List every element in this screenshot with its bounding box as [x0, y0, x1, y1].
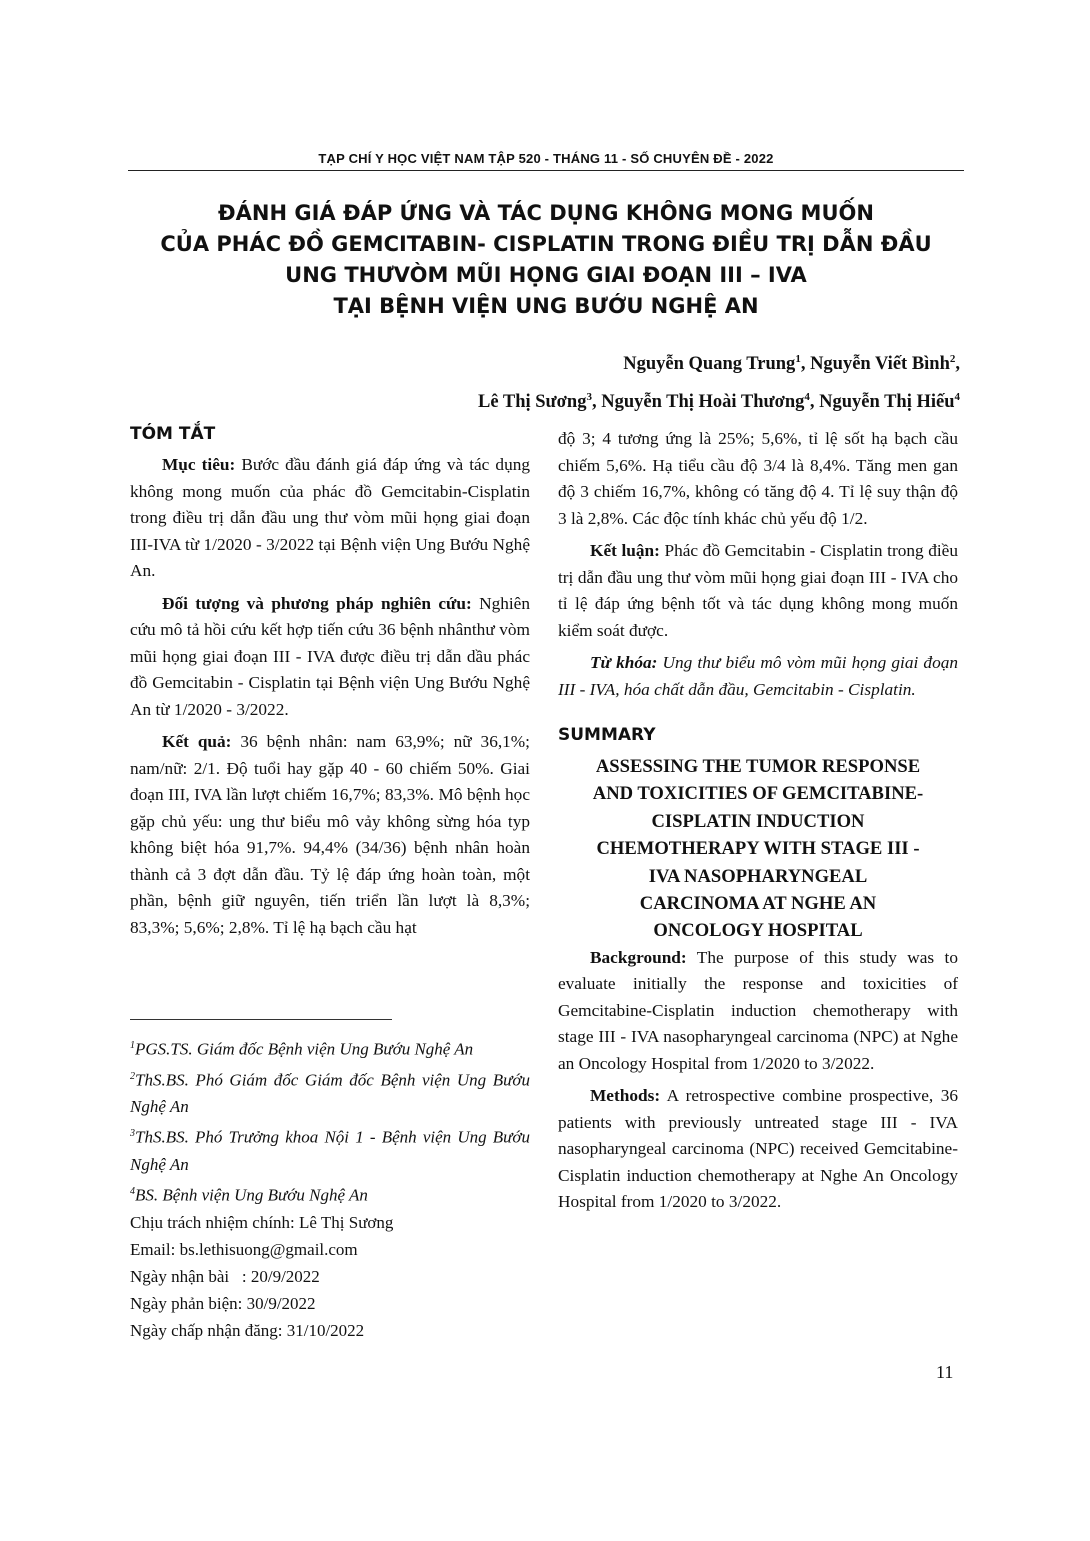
summary-title: [558, 753, 958, 945]
title-line: ĐÁNH GIÁ ĐÁP ỨNG VÀ TÁC DỤNG KHÔNG MONG MUỐN: [218, 201, 874, 225]
conclusion-paragraph: [558, 538, 958, 644]
footnote-text: ThS.BS. Phó Trưởng khoa Nội 1 - Bệnh viện Ung Bướu Nghệ An: [130, 1127, 530, 1174]
summary-title-line: IVA NASOPHARYNGEAL: [648, 865, 868, 887]
footnote-text: BS. Bệnh viện Ung Bướu Nghệ An: [135, 1185, 368, 1205]
affiliation-sup: 2: [949, 353, 956, 365]
footnote-divider: [130, 1019, 392, 1020]
title-line: CỦA PHÁC ĐỒ GEMCITABIN- CISPLATIN TRONG ĐIỀU TRỊ DẪN ĐẦU: [160, 232, 932, 256]
methods-en-label: Methods:: [590, 1086, 661, 1106]
summary-title-line: CARCINOMA AT NGHE AN: [639, 893, 877, 915]
results-paragraph: [130, 729, 530, 941]
objective-label: Mục tiêu:: [162, 455, 236, 474]
author-name: Nguyễn Quang Trung: [623, 354, 796, 375]
footnote-4: [130, 1178, 530, 1209]
footnote-sup: 4: [130, 1185, 135, 1197]
background-text: The purpose of this study was to evaluate initially the response and toxicities of Gemcitabine-Cisplatin induction chemotherapy with stage III - IVA nasopharyngeal carcinoma (NPC) at Nghe an Oncology Hospital from 1/2020 to 3/2022.: [558, 947, 958, 1073]
date-reviewed: Ngày phản biện: 30/9/2022: [130, 1293, 316, 1313]
keywords-paragraph: [558, 650, 958, 703]
footnote-sup: 2: [130, 1070, 135, 1082]
author-sep: ,: [591, 392, 602, 413]
footnote-1: [130, 1032, 530, 1063]
footnote-sup: 3: [130, 1128, 135, 1140]
results-label: Kết quả:: [162, 732, 232, 751]
left-column: [130, 422, 530, 947]
author-sep: ,: [800, 354, 811, 375]
methods-text: Nghiên cứu mô tả hồi cứu kết hợp tiến cứu 36 bệnh nhânthư vòm mũi họng giai đoạn III - IVA được điều trị dẫn dầu phác đồ Gemcitabin - Cisplatin tại Bệnh viện Ung Bướu Nghệ An từ 1/2020 - 3/2022.: [130, 593, 530, 719]
title-line: TẠI BỆNH VIỆN UNG BƯỚU NGHỆ AN: [333, 294, 759, 318]
spacer: [558, 709, 958, 723]
methods-en-paragraph: [558, 1083, 958, 1216]
article-title: [128, 198, 964, 322]
author-name: Nguyễn Thị Hoài Thương: [601, 392, 805, 413]
author-list: [120, 343, 960, 419]
affiliation-sup: 4: [954, 391, 960, 404]
summary-title-line: CHEMOTHERAPY WITH STAGE III -: [596, 838, 920, 860]
methods-en-text: A retrospective combine prospective, 36 patients with previously untreated stage III - IVA nasopharyngeal carcinoma (NPC) received Gemcitabine-Cisplatin induction chemotherapy at Nghe An Oncology Hospital from 1/2020 to 3/2022.: [558, 1086, 958, 1212]
page-number: 11: [936, 1362, 954, 1382]
conclusion-label: Kết luận:: [590, 541, 660, 560]
email: Email: bs.lethisuong@gmail.com: [130, 1239, 358, 1259]
author-name: Nguyễn Thị Hiếu: [819, 392, 955, 413]
background-label: Background:: [590, 947, 687, 967]
summary-heading: SUMMARY: [558, 725, 656, 745]
methods-paragraph: [130, 591, 530, 724]
right-column: [558, 426, 958, 1222]
summary-title-line: ASSESSING THE TUMOR RESPONSE: [595, 756, 921, 777]
footnote-text: PGS.TS. Giám đốc Bệnh viện Ung Bướu Nghệ An: [135, 1039, 474, 1059]
footnote-sup: 1: [130, 1040, 135, 1051]
footnote-text: ThS.BS. Phó Giám đốc Giám đốc Bệnh viện Ung Bướu Nghệ An: [130, 1070, 530, 1117]
footnote-2: [130, 1063, 530, 1121]
author-sep: ,: [955, 354, 960, 375]
author-line: [120, 381, 960, 419]
objective-paragraph: [130, 452, 530, 585]
conclusion-text: Phác đồ Gemcitabin - Cisplatin trong điều trị dẫn đầu ung thư vòm mũi họng giai đoạn III - IVA cho tỉ lệ đáp ứng bệnh tốt và tác dụng không mong muốn kiểm soát được.: [558, 541, 958, 640]
background-paragraph: [558, 945, 958, 1078]
summary-title-line: AND TOXICITIES OF GEMCITABINE-: [592, 783, 924, 805]
author-line: [120, 343, 960, 381]
title-line: UNG THƯVÒM MŨI HỌNG GIAI ĐOẠN III – IVA: [285, 263, 807, 287]
author-name: Lê Thị Sương: [478, 392, 587, 413]
objective-text: Bước đầu đánh giá đáp ứng và tác dụng không mong muốn của phác đồ Gemcitabin-Cisplatin trong điều trị dẫn đầu ung thư vòm mũi họng giai đoạn III-IVA từ 1/2020 - 3/2022 tại Bệnh viện Ung Bướu Nghệ An.: [130, 455, 530, 580]
affiliation-sup: 4: [804, 391, 810, 404]
footnotes: [130, 1032, 530, 1344]
corresponding-author: Chịu trách nhiệm chính: Lê Thị Sương: [130, 1212, 394, 1232]
date-accepted: Ngày chấp nhận đăng: 31/10/2022: [130, 1320, 365, 1340]
summary-title-line: ONCOLOGY HOSPITAL: [653, 920, 863, 942]
running-header: TẠP CHÍ Y HỌC VIỆT NAM TẬP 520 - THÁNG 11 - SỐ CHUYÊN ĐỀ - 2022: [128, 151, 964, 171]
keywords-label: Từ khóa:: [590, 653, 658, 672]
results-continued: độ 3; 4 tương ứng là 25%; 5,6%, tỉ lệ sốt hạ bạch cầu chiếm 5,6%. Hạ tiểu cầu độ 3/4 là 8,4%. Tăng men gan độ 3 chiếm 16,7%, không có tăng độ 4. Tỉ lệ suy thận độ 3 là 2,8%. Các độc tính khác chủ yếu độ 1/2.: [558, 429, 958, 528]
author-name: Nguyễn Viết Bình: [810, 354, 950, 375]
abstract-heading: TÓM TẮT: [130, 424, 216, 444]
affiliation-sup: 3: [586, 391, 592, 404]
author-sep: ,: [809, 392, 820, 413]
methods-label: Đối tượng và phương pháp nghiên cứu:: [162, 593, 472, 613]
summary-title-line: CISPLATIN INDUCTION: [651, 810, 865, 832]
footnote-3: [130, 1120, 530, 1178]
keywords-text: Ung thư biểu mô vòm mũi họng giai đoạn III - IVA, hóa chất dẫn đầu, Gemcitabin - Cisplatin.: [558, 653, 958, 699]
affiliation-sup: 1: [795, 353, 801, 365]
results-text: 36 bệnh nhân: nam 63,9%; nữ 36,1%; nam/nữ: 2/1. Độ tuổi hay gặp 40 - 60 chiếm 50%. Giai đoạn III, IVA lần lượt chiếm 16,7%; 83,3%. Mô bệnh học gặp chủ yếu: ung thư biểu mô vảy không sừng hóa typ không biệt hóa 91,7%. 94,4% (34/36) bệnh nhân hoàn thành cả 3 đợt dẫn đầu. Tỷ lệ đáp ứng hoàn toàn, một phần, bệnh giữ nguyên, tiến triển lần lượt là 8,3%; 83,3%; 5,6%; 2,8%. Tỉ lệ hạ bạch cầu hạt: [130, 732, 530, 937]
date-received: Ngày nhận bài : 20/9/2022: [130, 1266, 320, 1286]
